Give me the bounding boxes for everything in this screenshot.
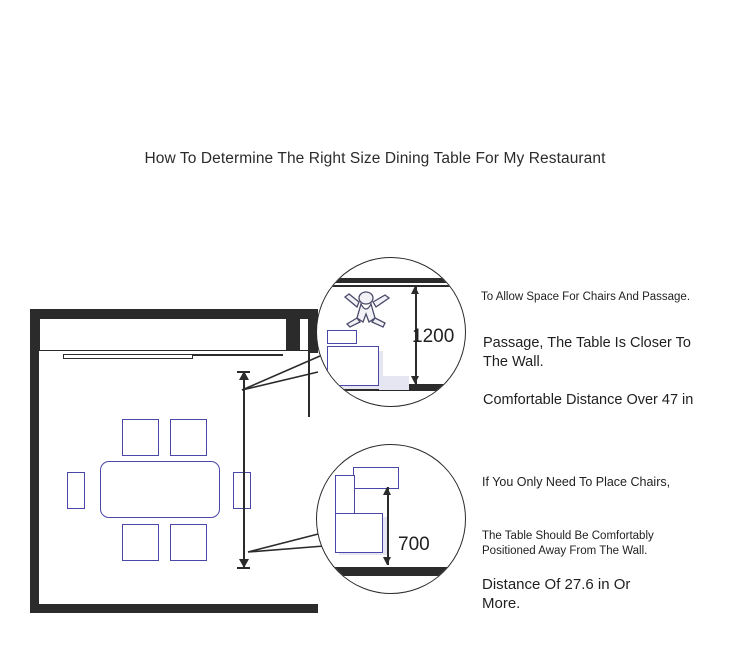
column-block: [286, 318, 300, 351]
note-positioned-away: The Table Should Be Comfortably Positioned Away From The Wall.: [482, 530, 654, 557]
bubble2-chair-top: [353, 467, 399, 489]
wall-top: [30, 309, 318, 318]
dining-table: [100, 461, 220, 518]
bubble2-arrow-down-icon: [383, 557, 391, 565]
bubble1-wall-line: [323, 285, 461, 287]
plan-arrow-down-icon: [239, 559, 249, 568]
chair-left: [67, 472, 85, 509]
wall-left: [30, 309, 39, 613]
bubble1-arrow-up-icon: [411, 286, 419, 294]
bubble2-table: [335, 513, 383, 553]
chair-bottom-left: [122, 524, 159, 561]
chair-bottom-right: [170, 524, 207, 561]
note-only-chairs: If You Only Need To Place Chairs,: [482, 475, 671, 489]
chair-top-right: [170, 419, 207, 456]
page-title: How To Determine The Right Size Dining Table For My Restaurant: [144, 150, 606, 167]
bubble1-arrow-down-icon: [411, 376, 419, 384]
counter-bar: [63, 354, 193, 359]
leader-line-top: [240, 350, 330, 400]
plan-dimension-line: [243, 371, 245, 568]
bubble1-shadow2: [379, 376, 409, 390]
dimension-label-1200: 1200: [412, 326, 455, 347]
bubble1-table: [327, 346, 379, 386]
person-icon: [335, 288, 397, 335]
chair-top-left: [122, 419, 159, 456]
dimension-label-700: 700: [398, 534, 430, 555]
top-room-outline: [39, 318, 309, 351]
note-distance-27: Distance Of 27.6 in Or More.: [482, 576, 631, 612]
note-passage-table-closer: Passage, The Table Is Closer To The Wall.: [483, 335, 691, 370]
note-comfortable-distance: Comfortable Distance Over 47 in: [483, 392, 694, 408]
bubble1-wall: [323, 278, 461, 283]
bubble2-floor: [317, 567, 466, 576]
bubble2-dimension-line: [387, 487, 389, 565]
chair-right: [233, 472, 251, 509]
callout-bubble-700: [316, 444, 466, 594]
bubble2-arrow-up-icon: [383, 487, 391, 495]
wall-bottom: [30, 604, 318, 613]
note-chairs-and-passage: To Allow Space For Chairs And Passage.: [481, 291, 691, 303]
